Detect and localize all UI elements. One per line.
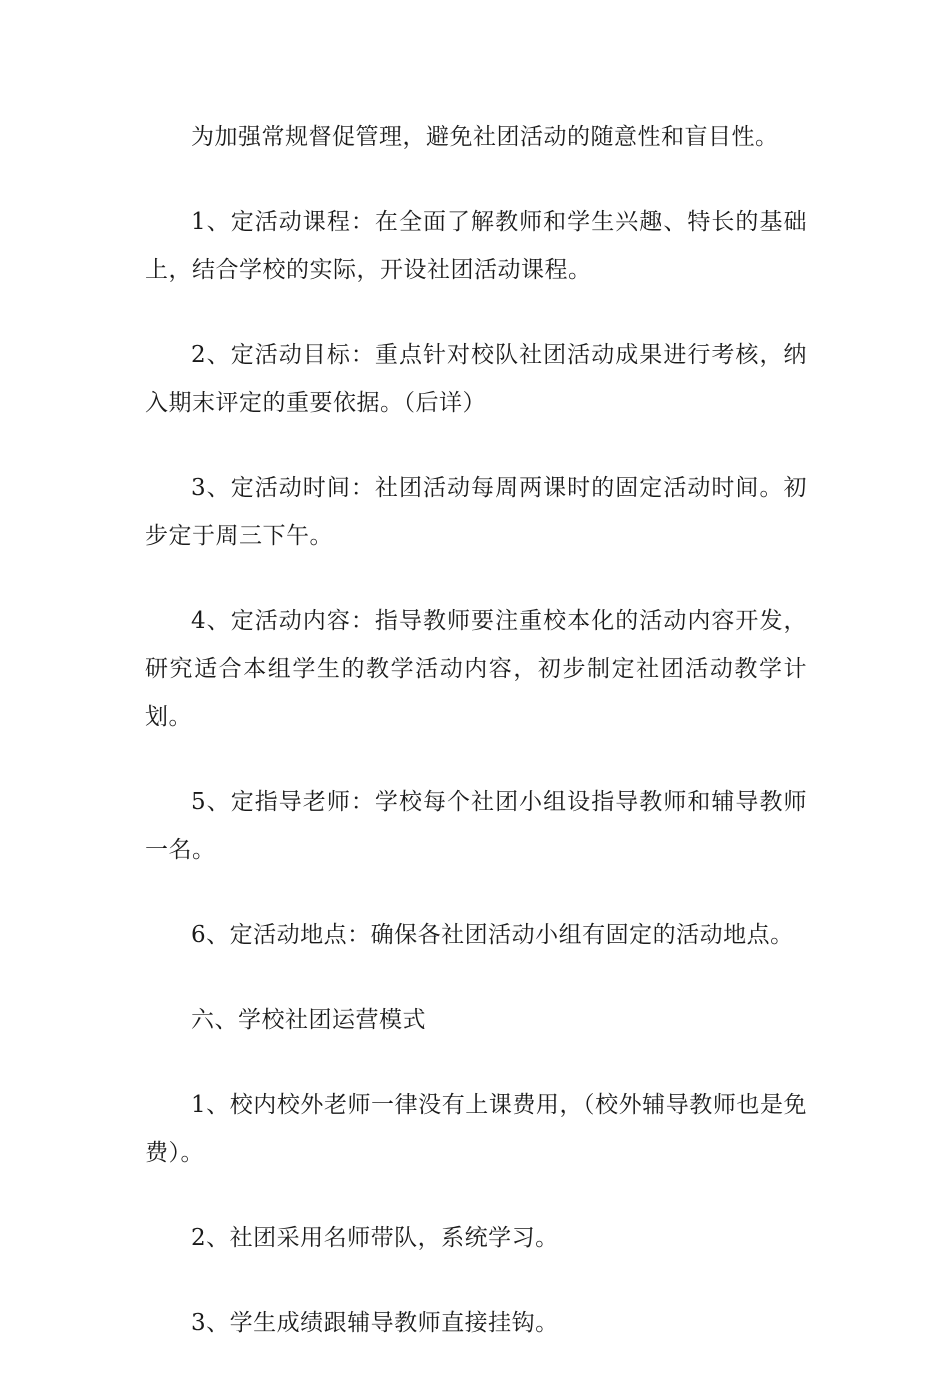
paragraph-item-1-course: 1、定活动课程：在全面了解教师和学生兴趣、特长的基础上，结合学校的实际，开设社团活动课程。 [145,209,807,283]
document-page [145,113,807,1384]
paragraph-item-6-location: 6、定活动地点：确保各社团活动小组有固定的活动地点。 [191,922,794,948]
paragraph-mode-3-grades: 3、学生成绩跟辅导教师直接挂钩。 [191,1310,559,1336]
paragraph-mode-1-fees: 1、校内校外老师一律没有上课费用，（校外辅导教师也是免费）。 [145,1092,807,1166]
paragraph-item-3-time: 3、定活动时间：社团活动每周两课时的固定活动时间。初步定于周三下午。 [145,475,807,549]
paragraph-item-5-teacher: 5、定指导老师：学校每个社团小组设指导教师和辅导教师一名。 [145,789,807,863]
paragraph-intro: 为加强常规督促管理，避免社团活动的随意性和盲目性。 [191,124,779,150]
paragraph-item-4-content: 4、定活动内容：指导教师要注重校本化的活动内容开发，研究适合本组学生的教学活动内容，初步制定社团活动教学计划。 [145,608,807,730]
paragraph-item-2-goal: 2、定活动目标：重点针对校队社团活动成果进行考核，纳入期末评定的重要依据。（后详） [145,342,807,416]
section-heading-operation-mode: 六、学校社团运营模式 [191,1007,426,1033]
paragraph-mode-2-teaching: 2、社团采用名师带队，系统学习。 [191,1225,559,1251]
